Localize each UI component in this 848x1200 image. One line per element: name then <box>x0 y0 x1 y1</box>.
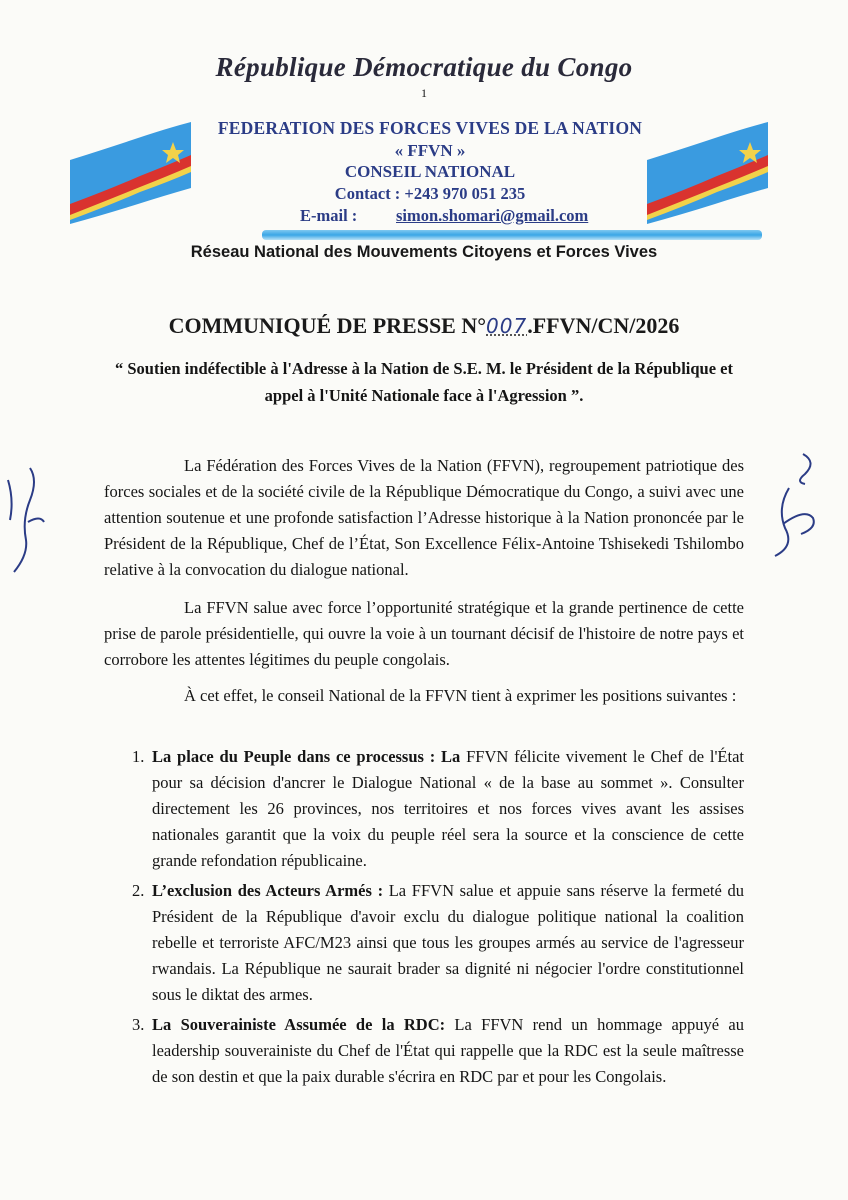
communique-subtitle: “ Soutien indéfectible à l'Adresse à la Nation de S.E. M. le Président de la République et appel à l'Unité Nationale face à l'Agression ”. <box>115 359 733 405</box>
paragraph-salute: La FFVN salue avec force l’opportunité stratégique et la grande pertinence de cette prise de parole présidentielle, qui ouvre la voie à un tournant décisif de l'histoire de notre pays et corrobore les attentes légitimes du peuple congolais. <box>104 598 744 669</box>
paragraph-positions: À cet effet, le conseil National de la FFVN tient à exprimer les positions suivantes : <box>184 686 737 705</box>
page-number: 1 <box>421 86 427 100</box>
title-suffix: .FFVN/CN/2026 <box>527 313 680 338</box>
email-row <box>300 206 588 226</box>
item-number: 1. <box>132 747 145 766</box>
item-heading: L’exclusion des Acteurs Armés : <box>152 881 384 900</box>
header-divider <box>262 230 762 240</box>
item-text: La FFVN rend un hommage appuyé au leadership souverainiste du Chef de l'État qui rappelle que la RDC est la seule maîtresse de son destin et que la paix durable s'écrira en RDC par et pour les Congolais. <box>152 1015 744 1086</box>
list-item <box>104 1012 744 1090</box>
org-name: FEDERATION DES FORCES VIVES DE LA NATION <box>217 118 643 138</box>
positions-list <box>104 744 744 1094</box>
item-text: La FFVN salue et appuie sans réserve la fermeté du Président de la République d'avoir exclu du dialogue politique national la coalition rebelle et terroriste AFC/M23 ainsi que tous les groupes armés au service de l'agresseur rwandais. La République ne saurait brader sa dignité ni négocier l'ordre constitutionnel sous le diktat des armes. <box>152 881 744 1004</box>
item-number: 2. <box>132 881 145 900</box>
item-text: FFVN félicite vivement le Chef de l'État pour sa décision d'ancrer le Dialogue National « de la base au sommet ». Consulter directement les 26 provinces, nos territoires et nos forces vives avant les assises nationales garantit que la voix du peuple réel sera la source et la conscience de cette grande refondation républicaine. <box>152 747 744 870</box>
signature-initial-left-icon <box>0 460 50 580</box>
council-name: CONSEIL NATIONAL <box>344 162 516 181</box>
signature-initial-right-icon <box>755 448 825 558</box>
network-tagline: Réseau National des Mouvements Citoyens et Forces Vives <box>190 243 658 261</box>
item-number: 3. <box>132 1015 145 1034</box>
communique-title <box>0 313 848 339</box>
email-label: E-mail : <box>300 206 358 225</box>
paragraph-intro: La Fédération des Forces Vives de la Nation (FFVN), regroupement patriotique des forces sociales et de la société civile de la République Démocratique du Congo, a suivi avec une attention soutenue et une profonde satisfaction l’Adresse historique à la Nation prononcée par le Président de la République, Chef de l’État, Son Excellence Félix-Antoine Tshisekedi Tshilombo relative à la convocation du dialogue national. <box>104 456 744 579</box>
org-acronym: « FFVN » <box>394 141 466 160</box>
email-link[interactable]: simon.shomari@gmail.com <box>396 206 589 225</box>
item-heading: La Souverainiste Assumée de la RDC: <box>152 1015 446 1034</box>
country-title: République Démocratique du Congo <box>215 52 633 82</box>
handwritten-number: 007 <box>486 314 528 338</box>
list-item <box>104 878 744 1008</box>
contact-phone: Contact : +243 970 051 235 <box>334 184 526 203</box>
title-prefix: COMMUNIQUÉ DE PRESSE N° <box>168 313 487 338</box>
item-heading: La place du Peuple dans ce processus : La <box>152 747 461 766</box>
list-item <box>104 744 744 874</box>
